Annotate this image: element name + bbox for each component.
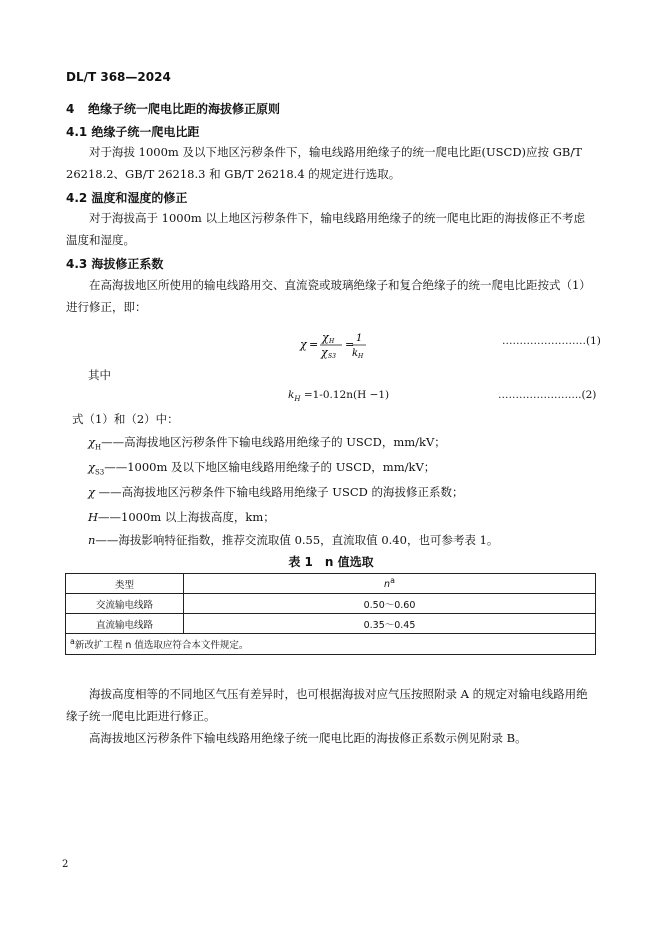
table-header-n-label: n: [384, 579, 391, 591]
table-1-caption: 表 1 n 值选取: [288, 555, 374, 569]
definition-text: ——海拔影响特征指数，推荐交流取值 0.55，直流取值 0.40，也可参考表 1。: [95, 533, 499, 547]
section-4-1-heading: 4.1 绝缘子统一爬电比距: [66, 125, 200, 139]
definition-symbol-sub: S3: [94, 468, 105, 477]
table-note-text: 新改扩工程 n 值选取应符合本文件规定。: [74, 640, 249, 652]
formula-1-frac1-num-sub: H: [329, 338, 335, 345]
formula-1-frac1-den: χ: [321, 346, 328, 359]
table-note: [66, 634, 596, 655]
section-4-heading: [66, 100, 280, 117]
table-1: [65, 573, 596, 655]
formula-1-graphic: [300, 331, 390, 361]
section-number: 4: [66, 102, 75, 116]
table-header-row: [66, 574, 596, 594]
formula-1-frac2-num: 1: [356, 333, 363, 344]
definition-symbol: χ: [88, 485, 95, 499]
table-cell: 交流输电线路: [66, 594, 184, 614]
formula-1-number: ……………………(1): [502, 335, 601, 347]
definition-symbol: χ: [88, 435, 95, 449]
section-4-2-heading: 4.2 温度和湿度的修正: [66, 191, 188, 205]
section-4-1-text: 对于海拔 1000m 及以下地区污秽条件下，输电线路用绝缘子的统一爬电比距(USCD)应按 GB/T 26218.2、GB/T 26218.3 和 GB/T 26218.4 的规定进行选取。: [66, 145, 582, 181]
table-header-type: 类型: [66, 574, 184, 594]
table-cell: 0.35～0.45: [184, 614, 596, 634]
table-row: [66, 594, 596, 614]
page-number: 2: [62, 859, 69, 870]
formula-1-lhs: χ: [300, 338, 307, 351]
table-row: [66, 614, 596, 634]
definition-item: [88, 509, 275, 525]
table-note-sup: a: [70, 636, 75, 646]
table-cell: 直流输电线路: [66, 614, 184, 634]
definition-item: [88, 532, 498, 548]
definition-symbol: χ: [88, 460, 95, 474]
formula-2-lhs: k: [288, 389, 295, 401]
section-title: 绝缘子统一爬电比距的海拔修正原则: [88, 102, 281, 116]
section-4-2-text: 对于海拔高于 1000m 以上地区污秽条件下，输电线路用绝缘子的统一爬电比距的海拔修正不考虑温度和湿度。: [66, 211, 585, 247]
definition-item: [88, 459, 435, 476]
table-note-row: [66, 634, 596, 655]
document-code: DL/T 368—2024: [66, 70, 171, 84]
formula-1-frac2-den: k: [352, 348, 359, 359]
definition-symbol: n: [88, 533, 96, 547]
section-4-3-heading: 4.3 海拔修正系数: [66, 257, 164, 271]
definition-symbol: H: [88, 510, 99, 524]
table-header-n-sup: a: [390, 576, 395, 586]
where-label: 式（1）和（2）中：: [72, 412, 179, 426]
formula-2-lhs-sub: H: [294, 395, 301, 404]
formula-2: [288, 389, 389, 403]
formula-1-frac1-den-sub: S3: [328, 353, 336, 360]
formula-1-eq1: =: [309, 338, 319, 351]
definition-text: ——1000m 以上海拔高度，km；: [98, 510, 275, 524]
definition-text: ——高海拔地区污秽条件下输电线路用绝缘子 USCD 的海拔修正系数；: [94, 485, 464, 499]
table-cell: 0.50～0.60: [184, 594, 596, 614]
after-paragraph-2: 高海拔地区污秽条件下输电线路用绝缘子统一爬电比距的海拔修正系数示例见附录 B。: [89, 731, 527, 745]
after-paragraph-1: 海拔高度相等的不同地区气压有差异时，也可根据海拔对应气压按照附录 A 的规定对输电线路用绝缘子统一爬电比距进行修正。: [66, 687, 588, 723]
formula-2-number: …………………...(2): [498, 389, 597, 401]
definition-text: ——1000m 及以下地区输电线路用绝缘子的 USCD，mm/kV；: [104, 460, 436, 474]
section-4-3-text: 在高海拔地区所使用的输电线路用交、直流瓷或玻璃绝缘子和复合绝缘子的统一爬电比距按式（1）进行修正，即：: [66, 278, 591, 314]
definition-item: [88, 484, 464, 500]
table-header-n: [184, 574, 596, 594]
definition-text: ——高海拔地区污秽条件下输电线路用绝缘子的 USCD，mm/kV；: [101, 435, 446, 449]
formula-2-rhs: =1-0.12n(H −1): [300, 389, 390, 401]
definition-symbol-sub: H: [94, 443, 102, 452]
definition-item: [88, 434, 446, 451]
qizhong-label: 其中: [88, 368, 111, 382]
formula-1-eq2: =: [345, 338, 355, 351]
formula-1-frac1-num: χ: [322, 331, 329, 344]
formula-1-frac2-den-sub: H: [358, 353, 364, 360]
